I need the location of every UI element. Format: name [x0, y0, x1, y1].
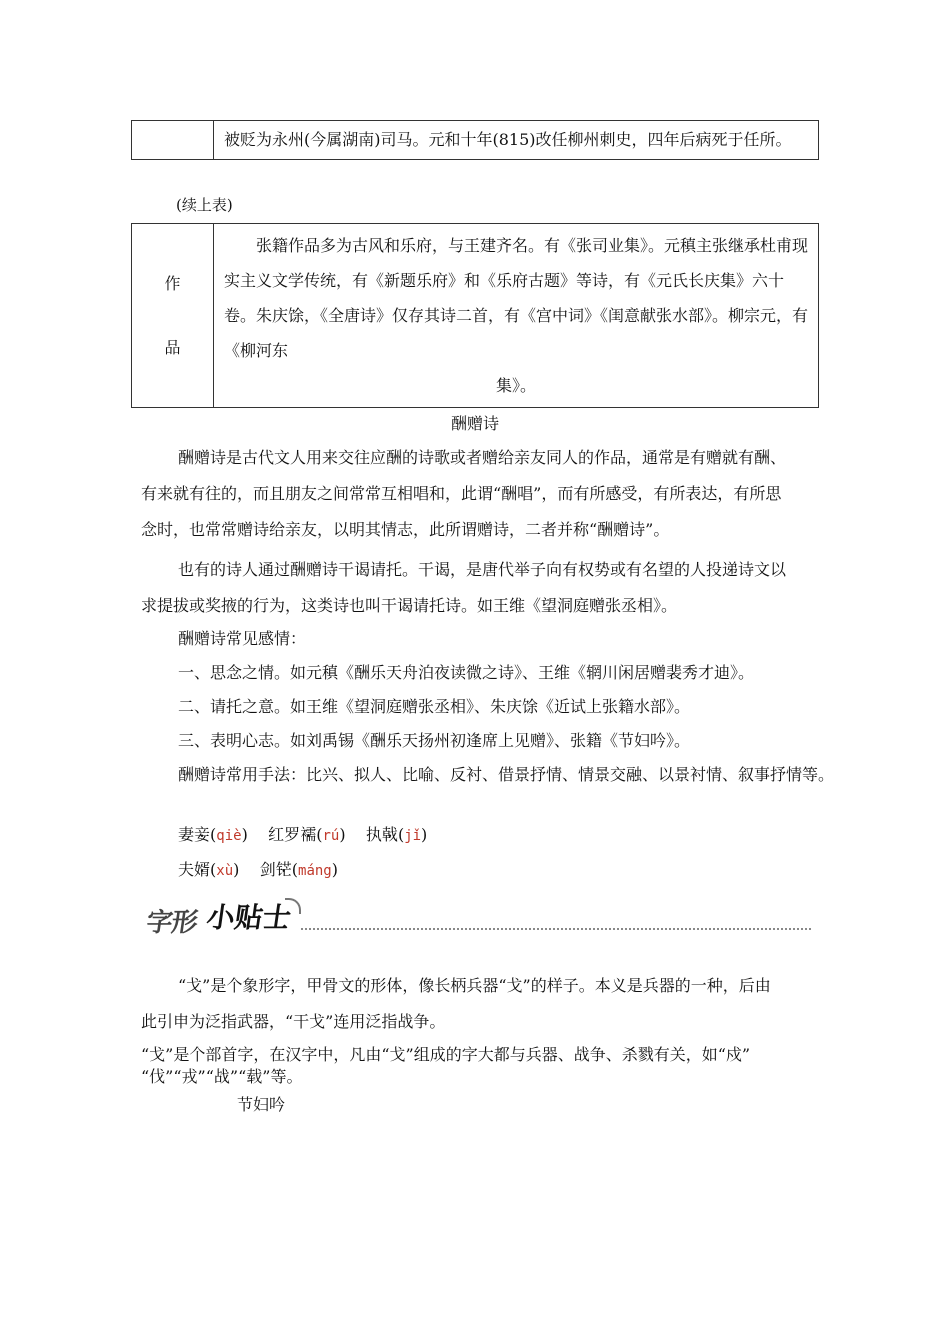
tip-line-1: “戈”是个象形字，甲骨文的形体，像长柄兵器“戈”的样子。本义是兵器的一种，后由 — [178, 976, 771, 995]
table-content-cell: 被贬为永州(今属湖南)司马。元和十年(815)改任柳州刺史，四年后病死于任所。 — [214, 121, 819, 160]
vocab-item: 剑铓 •(máng) — [260, 860, 338, 879]
table-continuation — [131, 120, 819, 160]
emotion-item: 一、思念之情。如元稹《酬乐天舟泊夜读微之诗》、王维《辋川闲居赠裴秀才迪》。 — [178, 663, 755, 682]
works-content-tail: 集》。 — [495, 376, 536, 395]
tip-line-4: “伐”“戎”“战”“载”等。 — [141, 1067, 303, 1086]
section-title: 酬赠诗 — [450, 414, 499, 433]
tip-line-2: 此引申为泛指武器，“干戈”连用泛指战争。 — [141, 1012, 446, 1031]
works-content: 张籍作品多为古风和乐府，与王建齐名。有《张司业集》。元稹主张继承杜甫现实主义文学传统，有《新题乐府》和《乐府古题》等诗，有《元氏长庆集》六十卷。朱庆馀，《全唐诗》仅存其诗二首，有《宫中词》《闺意献张水部》。柳宗元，有《柳河东 — [224, 236, 809, 360]
tip-line-3: “戈”是个部首字，在汉字中，凡由“戈”组成的字大都与兵器、战争、杀戮有关，如“戍” — [141, 1045, 751, 1064]
pinyin: qiè — [216, 828, 242, 844]
vocab-row-2 — [178, 853, 427, 888]
vocab-row-1 — [178, 818, 427, 853]
para1-line: 酬赠诗是古代文人用来交往应酬的诗歌或者赠给亲友同人的作品，通常是有赠就有酬、 — [178, 448, 787, 467]
paragraph-1 — [178, 440, 786, 476]
pinyin: jǐ — [404, 828, 422, 844]
pinyin: xù — [216, 863, 234, 879]
para2-line: 求提拔或奖掖的行为，这类诗也叫干谒请托诗。如王维《望洞庭赠张丞相》。 — [141, 596, 678, 615]
table-label-cell — [132, 121, 214, 160]
signal-icon — [285, 898, 301, 914]
works-label-cell — [132, 224, 214, 408]
works-content-cell — [214, 224, 819, 408]
tip-banner — [141, 892, 811, 940]
works-label-2: 品 — [164, 337, 181, 357]
works-label-1: 作 — [164, 273, 181, 293]
pinyin: rú — [322, 828, 340, 844]
continued-label: (续上表) — [176, 196, 233, 214]
emotion-item: 三、表明心志。如刘禹锡《酬乐天扬州初逢席上见赠》、张籍《节妇吟》。 — [178, 731, 691, 750]
final-title: 节妇吟 — [237, 1095, 286, 1114]
vocab-item: 夫婿 •(xù) — [178, 860, 239, 879]
para1-line: 有来就有往的，而且朋友之间常常互相唱和，此谓“酬唱”，而有所感受，有所表达，有所思 — [141, 484, 782, 503]
paragraph-2 — [178, 552, 786, 588]
vocab-item: 执戟 •(jǐ) — [366, 825, 427, 844]
emotions-heading: 酬赠诗常见感情： — [178, 629, 307, 648]
banner-dotted-line — [301, 928, 811, 930]
emotion-item: 二、请托之意。如王维《望洞庭赠张丞相》、朱庆馀《近试上张籍水部》。 — [178, 697, 691, 716]
vocab-item: 妻妾 •(qiè) — [178, 825, 248, 844]
vocab-block — [178, 818, 427, 888]
techniques: 酬赠诗常用手法：比兴、拟人、比喻、反衬、借景抒情、情景交融、以景衬情、叙事抒情等。 — [178, 765, 835, 784]
para2-line: 也有的诗人通过酬赠诗干谒请托。干谒，是唐代举子向有权势或有名望的人投递诗文以 — [178, 560, 787, 579]
banner-right-text: 小贴士 — [204, 901, 294, 934]
para1-line: 念时，也常常赠诗给亲友，以明其情志，此所谓赠诗，二者并称“酬赠诗”。 — [141, 520, 670, 539]
works-table — [131, 223, 819, 408]
pinyin: máng — [298, 863, 332, 879]
banner-left-text: 字形 — [144, 908, 199, 938]
emotions-block — [178, 622, 834, 792]
paragraph-2-cont — [141, 588, 677, 624]
paragraph-1-cont — [141, 476, 781, 548]
vocab-item: 红罗襦 •(rú) — [268, 825, 345, 844]
